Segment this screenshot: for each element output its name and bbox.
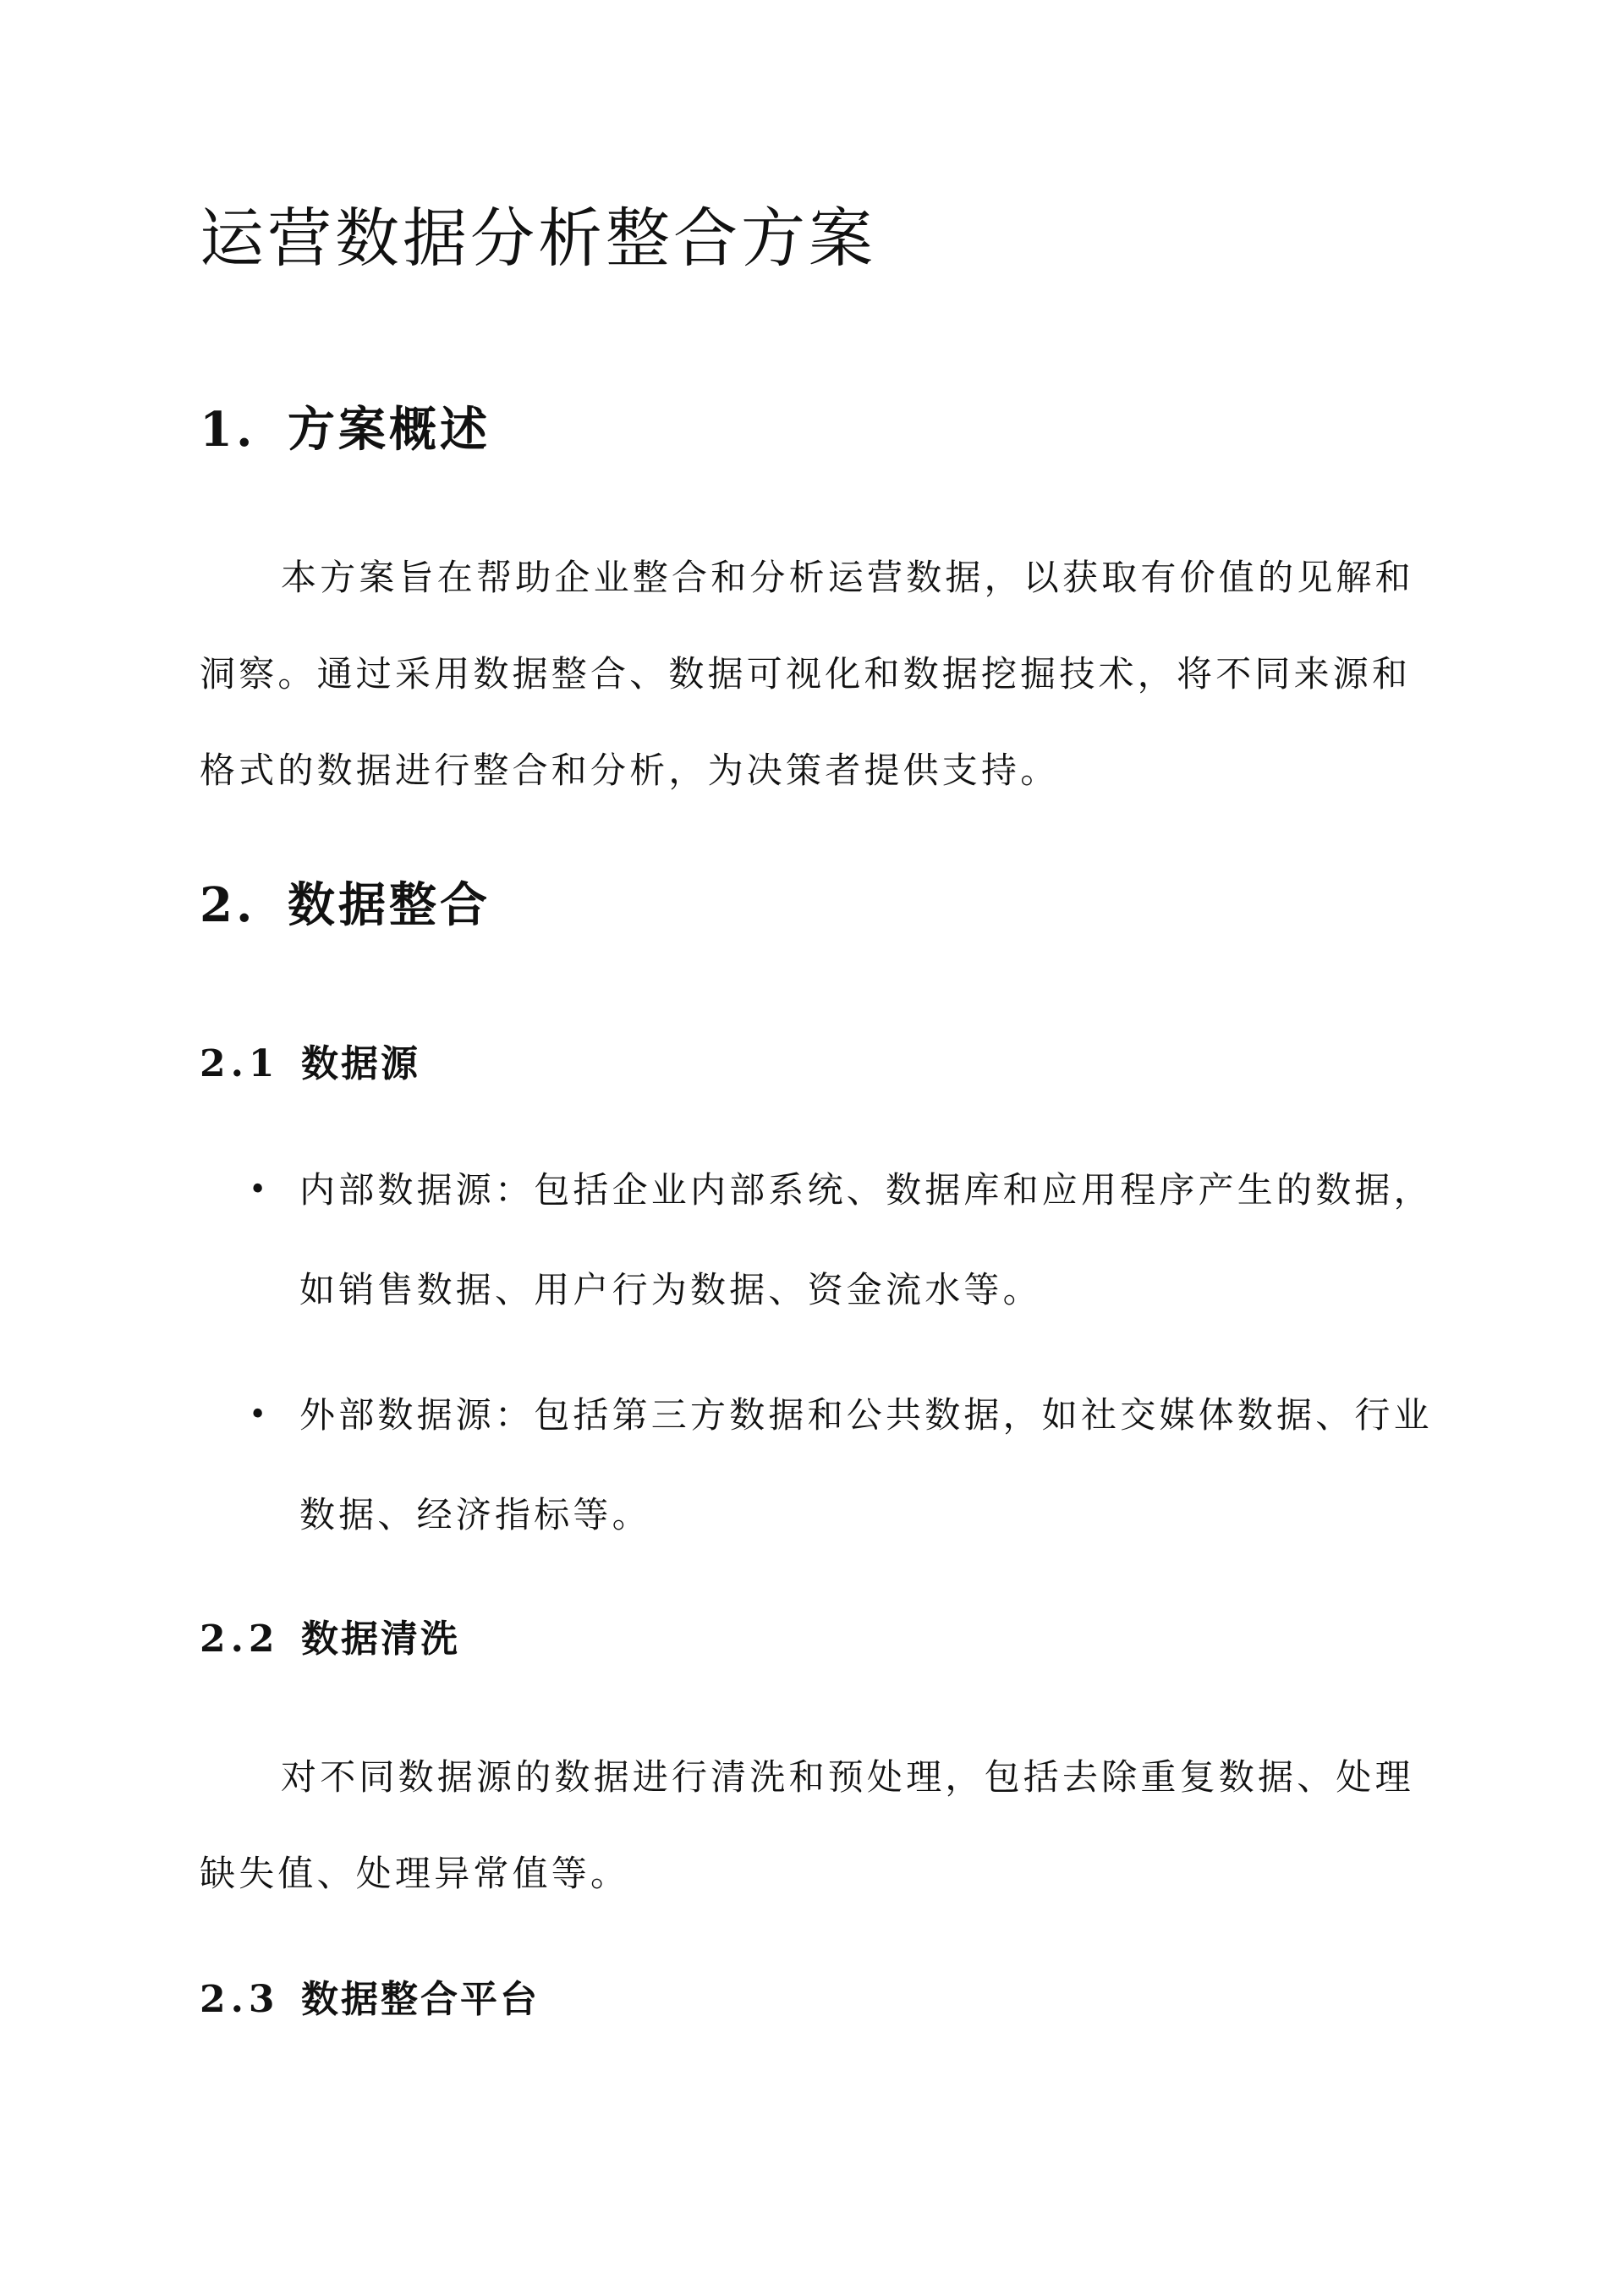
subsection-2-3-number: 2.3 <box>200 1978 280 2021</box>
subsection-2-2-title: 数据清洗 <box>301 1618 460 1661</box>
section-1-heading <box>200 396 491 464</box>
subsection-2-3-heading <box>200 1973 540 2027</box>
subsection-2-3-title: 数据整合平台 <box>301 1978 540 2021</box>
bullet-icon: • <box>249 1398 271 1432</box>
section-1-paragraph: 本方案旨在帮助企业整合和分析运营数据，以获取有价值的见解和洞察。通过采用数据整合、数据可视化和数据挖掘技术，将不同来源和格式的数据进行整合和分析，为决策者提供支持。 <box>200 557 1414 791</box>
section-1-title: 方案概述 <box>288 402 491 458</box>
list-item <box>200 1140 1433 1340</box>
section-1-number: 1. <box>200 402 256 458</box>
subsection-2-1-heading <box>200 1037 420 1091</box>
subsection-2-2-paragraph: 对不同数据源的数据进行清洗和预处理，包括去除重复数据、处理缺失值、处理异常值等。 <box>200 1756 1414 1894</box>
list-item-text: 内部数据源：包括企业内部系统、数据库和应用程序产生的数据，如销售数据、用户行为数据、资金流水等。 <box>299 1169 1433 1310</box>
document-title: 运营数据分析整合方案 <box>200 200 876 276</box>
subsection-2-1-title: 数据源 <box>301 1042 420 1085</box>
data-source-list <box>200 1140 1433 1565</box>
section-2-title: 数据整合 <box>288 877 491 933</box>
list-item <box>200 1365 1433 1565</box>
subsection-2-1-number: 2.1 <box>200 1042 280 1085</box>
section-2-heading <box>200 871 491 939</box>
section-2-number: 2. <box>200 877 256 933</box>
subsection-2-2-heading <box>200 1612 460 1667</box>
bullet-icon: • <box>249 1173 271 1207</box>
list-item-text: 外部数据源：包括第三方数据和公共数据，如社交媒体数据、行业数据、经济指标等。 <box>299 1394 1433 1535</box>
subsection-2-2-number: 2.2 <box>200 1618 280 1661</box>
